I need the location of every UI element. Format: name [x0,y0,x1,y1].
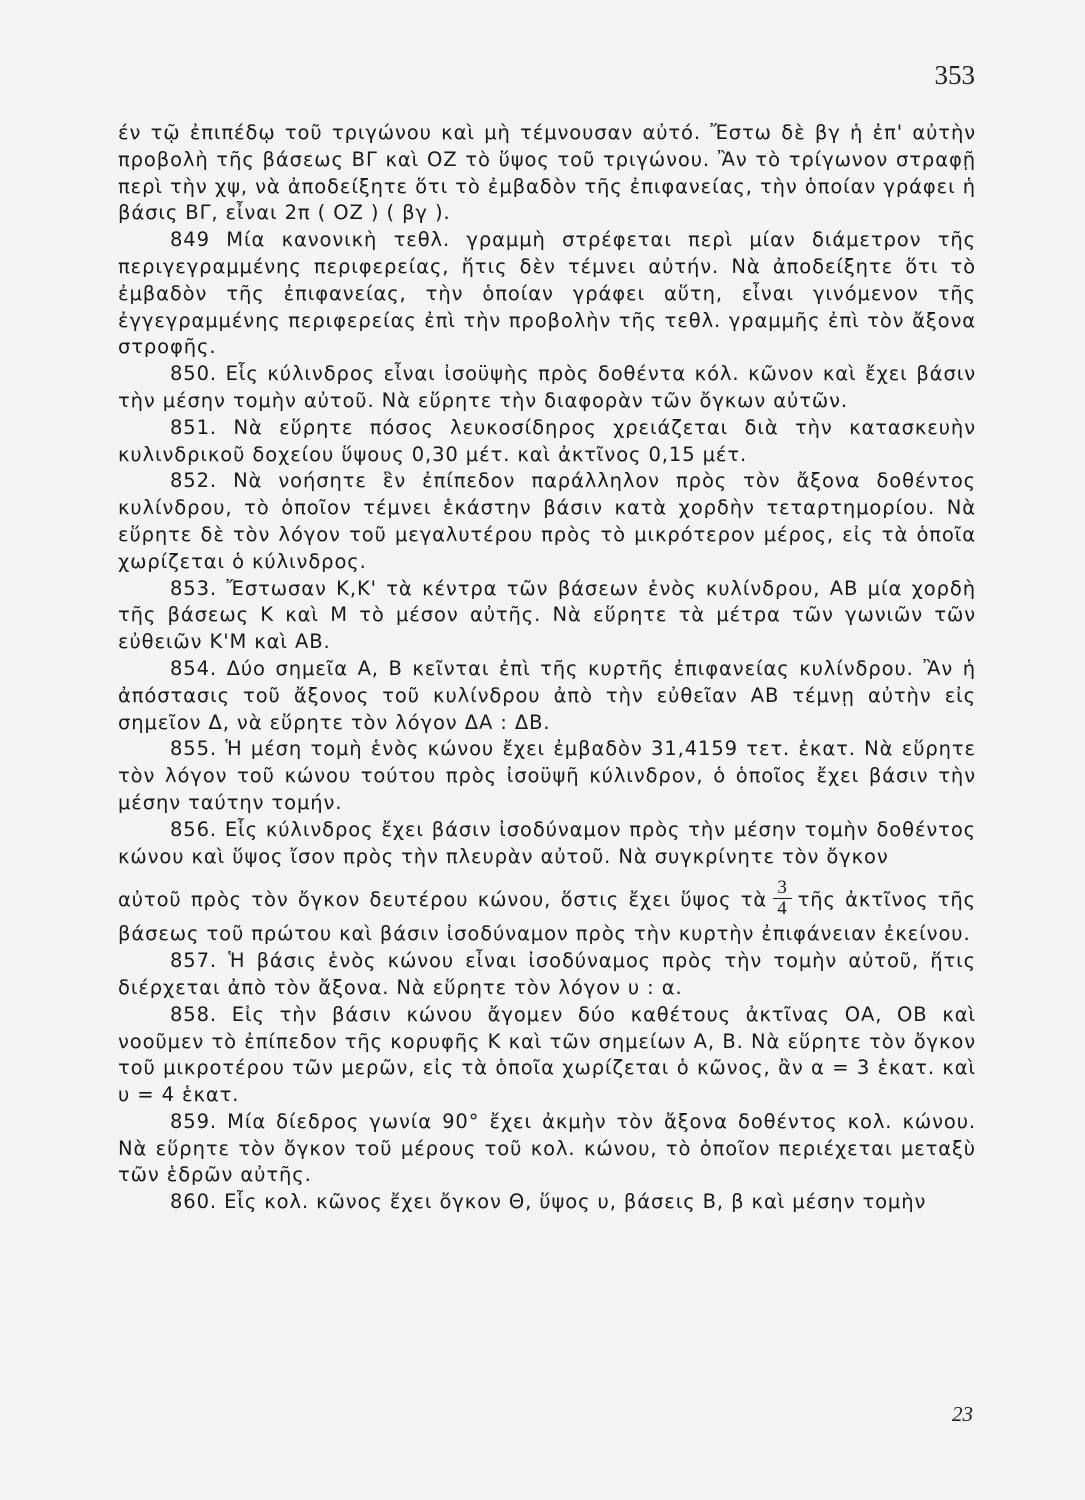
exercise-854: 854. Δύο σημεῖα Α, Β κεῖνται ἐπὶ τῆς κυρτῆς ἐπιφανείας κυλίνδρου. Ἂν ἡ ἀπόστασις τοῦ ἄξονος τοῦ κυλίνδρου ἀπὸ τὴν εὐθεῖαν ΑΒ τέμνῃ αὐτὴν εἰς σημεῖον Δ, νὰ εὕρητε τὸν λόγον ΔΑ : ΔΒ. [118,656,976,734]
exercise-852: 852. Νὰ νοήσητε ἓν ἐπίπεδον παράλληλον πρὸς τὸν ἄξονα δοθέντος κυλίνδρου, τὸ ὁποῖον τέμνει ἑκάστην βάσιν κατὰ χορδὴν τεταρτημορίου. Νὰ εὕρητε δὲ τὸν λόγον τοῦ μεγαλυτέρου πρὸς τὸ μικρότερον μέρος, εἰς τὰ ὁποῖα χωρίζεται ὁ κύλινδρος. [118,469,976,573]
page-number: 353 [934,60,975,90]
signature-mark: 23 [952,1402,973,1426]
exercise-856-after: τῆς ἀκτῖνος τῆς βάσεως τοῦ πρώτου καὶ βάσιν ἰσοδύναμον πρὸς τὴν κυρτὴν ἐπιφάνειαν ἐκείνου. [118,888,976,946]
exercise-857: 857. Ἡ βάσις ἑνὸς κώνου εἶναι ἰσοδύναμος πρὸς τὴν τομὴν αὐτοῦ, ἥτις διέρχεται ἀπὸ τὸν ἄξονα. Νὰ εὕρητε τὸν λόγον υ : α. [118,949,976,999]
exercise-856-fraction-line [118,877,976,948]
exercise-860: 860. Εἷς κολ. κῶνος ἔχει ὄγκον Θ, ὕψος υ, βάσεις Β, β καὶ μέσην τομὴν [170,1190,927,1214]
exercise-856 [118,817,976,948]
fraction-numerator: 3 [773,878,791,899]
exercise-853: 853. Ἔστωσαν Κ,Κ' τὰ κέντρα τῶν βάσεων ἑνὸς κυλίνδρου, ΑΒ μία χορδὴ τῆς βάσεως Κ καὶ Μ τὸ μέσον αὐτῆς. Νὰ εὕρητε τὰ μέτρα τῶν γωνιῶν τῶν εὐθειῶν Κ'Μ καὶ ΑΒ. [118,576,976,654]
paragraph-intro: έν τῷ ἐπιπέδῳ τοῦ τριγώνου καὶ μὴ τέμνουσαν αὐτό. Ἔστω δὲ βγ ἡ ἐπ' αὐτὴν προβολὴ τῆς βάσεως ΒΓ καὶ ΟΖ τὸ ὕψος τοῦ τριγώνου. Ἂν τὸ τρίγωνον στραφῇ περὶ τὴν χψ, νὰ ἀποδείξητε ὅτι τὸ ἐμβαδὸν τῆς ἐπιφανείας, τὴν ὁποίαν γράφει ἡ βάσις ΒΓ, εἶναι 2π ( ΟΖ ) ( βγ ). [118,121,976,225]
fraction-denominator: 4 [777,898,788,920]
exercise-856-mid: αὐτοῦ πρὸς τὸν ὄγκον δευτέρου κώνου, ὅστις ἔχει ὕψος τὰ [118,888,768,912]
exercise-850: 850. Εἷς κύλινδρος εἶναι ἰσοϋψὴς πρὸς δοθέντα κόλ. κῶνον καὶ ἔχει βάσιν τὴν μέσην τομὴν αὐτοῦ. Νὰ εὕρητε τὴν διαφορὰν τῶν ὄγκων αὐτῶν. [118,362,976,412]
exercise-851: 851. Νὰ εὕρητε πόσος λευκοσίδηρος χρειάζεται διὰ τὴν κατασκευὴν κυλινδρικοῦ δοχείου ὕψους 0,30 μέτ. καὶ ἀκτῖνος 0,15 μέτ. [118,415,976,466]
exercise-859: 859. Μία δίεδρος γωνία 90° ἔχει ἀκμὴν τὸν ἄξονα δοθέντος κολ. κώνου. Νὰ εὕρητε τὸν ὄγκον τοῦ μέρους τοῦ κολ. κώνου, τὸ ὁποῖον περιέχεται μεταξὺ τῶν ἑδρῶν αὐτῆς. [118,1109,976,1187]
exercise-849: 849 Μία κανονικὴ τεθλ. γραμμὴ στρέφεται περὶ μίαν διάμετρον τῆς περιγεγραμμένης περιφερείας, ἥτις δὲν τέμνει αὐτήν. Νὰ ἀποδείξητε ὅτι τὸ ἐμβαδὸν τῆς ἐπιφανείας, τὴν ὁποίαν γράφει αὕτη, εἶναι γινόμενον τῆς ἐγγεγραμμένης περιφερείας ἐπὶ τὴν προβολὴν τῆς τεθλ. γραμμῆς ἐπὶ τὸν ἄξονα στροφῆς. [118,228,976,359]
exercise-856-text: 856. Εἷς κύλινδρος ἔχει βάσιν ἰσοδύναμον πρὸς τὴν μέσην τομὴν δοθέντος κώνου καὶ ὕψος ἴσον πρὸς τὴν πλευρὰν αὐτοῦ. Νὰ συγκρίνητε τὸν ὄγκον [118,817,976,868]
exercise-855: 855. Ἡ μέση τομὴ ἑνὸς κώνου ἔχει ἐμβαδὸν 31,4159 τετ. ἑκατ. Νὰ εὕρητε τὸν λόγον τοῦ κώνου τούτου πρὸς ἰσοϋψῆ κύλινδρον, ὁ ὁποῖος ἔχει βάσιν τὴν μέσην ταύτην τομήν. [118,737,976,814]
exercise-858: 858. Εἰς τὴν βάσιν κώνου ἄγομεν δύο καθέτους ἀκτῖνας ΟΑ, ΟΒ καὶ νοοῦμεν τὸ ἐπίπεδον τῆς κορυφῆς Κ καὶ τῶν σημείων Α, Β. Νὰ εὕρητε τὸν ὄγκον τοῦ μικροτέρου τῶν μερῶν, εἰς τὰ ὁποῖα χωρίζεται ὁ κῶνος, ἂν α = 3 ἑκατ. καὶ υ = 4 ἑκατ. [118,1002,976,1107]
page-text [118,120,976,1216]
fraction-three-quarters [773,878,791,919]
